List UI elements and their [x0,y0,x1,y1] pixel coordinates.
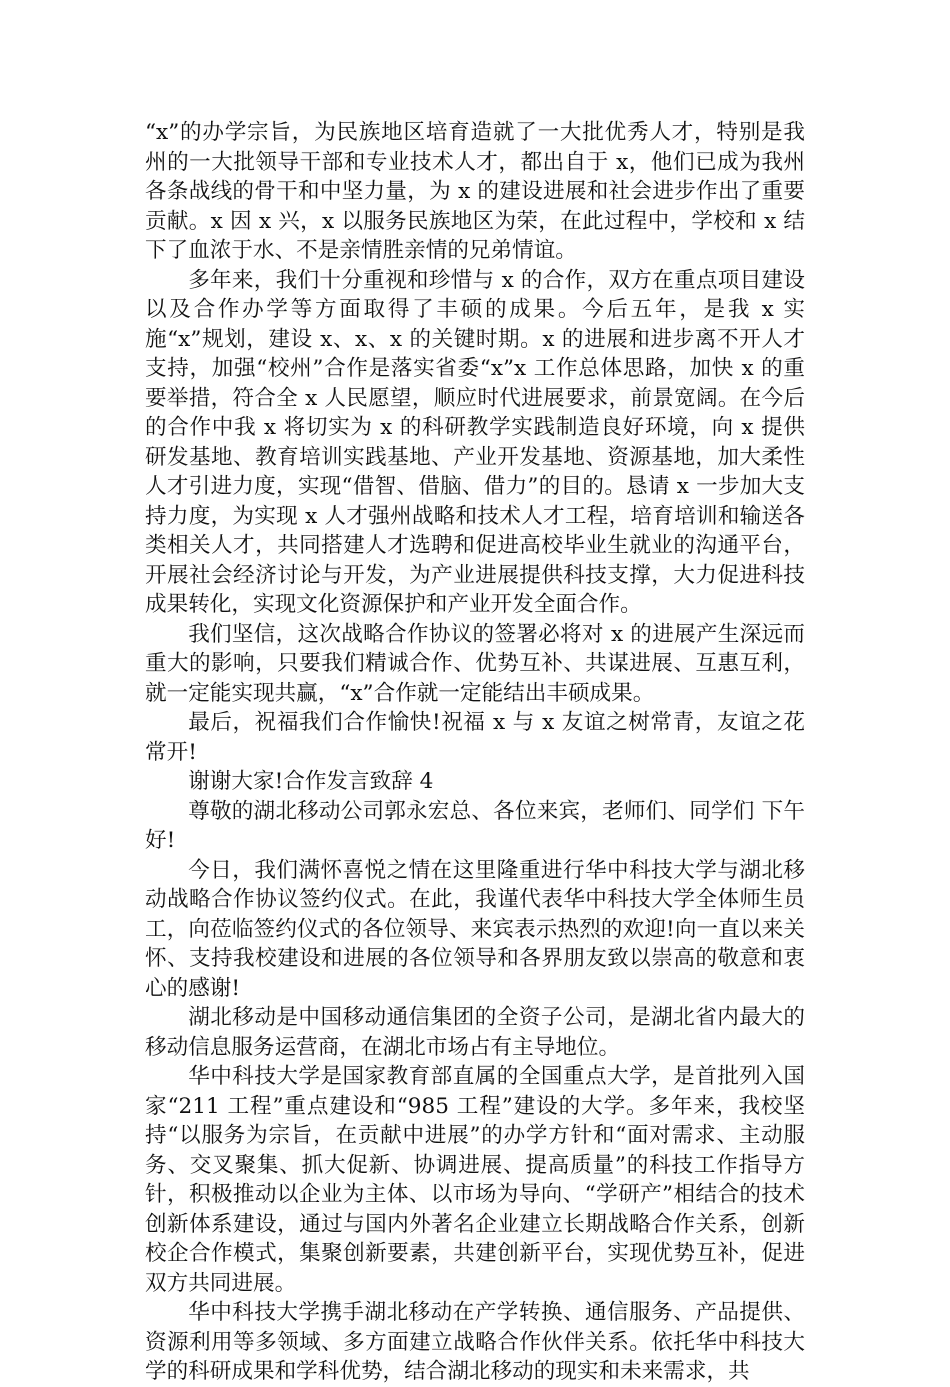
paragraph-9: 华中科技大学是国家教育部直属的全国重点大学，是首批列入国家“211 工程”重点建设和“985 工程”建设的大学。多年来，我校坚持“以服务为宗旨，在贡献中进展”的办学方针和“面对需求、主动服务、交叉聚集、抓大促新、协调进展、提高质量”的科技工作指导方针，积极推动以企业为主体、以市场为导向、“学研产”相结合的技术创新体系建设，通过与国内外著名企业建立长期战略合作关系，创新校企合作模式，集聚创新要素，共建创新平台，实现优势互补，促进双方共同进展。 [145,1064,805,1296]
document-page [145,118,805,1387]
paragraph-4: 最后，祝福我们合作愉快!祝福 x 与 x 友谊之树常青，友谊之花常开! [145,710,805,765]
paragraph-3: 我们坚信，这次战略合作协议的签署必将对 x 的进展产生深远而重大的影响，只要我们精诚合作、优势互补、共谋进展、互惠互利，就一定能实现共赢，“x”合作就一定能结出丰硕成果。 [145,621,805,706]
paragraph-10: 华中科技大学携手湖北移动在产学转换、通信服务、产品提供、资源利用等多领域、多方面建立战略合作伙伴关系。依托华中科技大学的科研成果和学科优势，结合湖北移动的现实和未来需求，共 [145,1300,805,1384]
paragraph-2: 多年来，我们十分重视和珍惜与 x 的合作，双方在重点项目建设以及合作办学等方面取得了丰硕的成果。今后五年，是我 x 实施“x”规划，建设 x、x、x 的关键时期。x 的进展和进步离不开人才支持，加强“校州”合作是落实省委“x”x 工作总体思路，加快 x 的重要举措，符合全 x 人民愿望，顺应时代进展要求，前景宽阔。在今后的合作中我 x 将切实为 x 的科研教学实践制造良好环境，向 x 提供研发基地、教育培训实践基地、产业开发基地、资源基地，加大柔性人才引进力度，实现“借智、借脑、借力”的目的。恳请 x 一步加大支持力度，为实现 x 人才强州战略和技术人才工程，培育培训和输送各类相关人才，共同搭建人才选聘和促进高校毕业生就业的沟通平台，开展社会经济讨论与开发，为产业进展提供科技支撑，大力促进科技成果转化，实现文化资源保护和产业开发全面合作。 [145,267,805,617]
salutation: 尊敬的湖北移动公司郭永宏总、各位来宾，老师们、同学们 下午好! [145,798,805,853]
section-heading: 谢谢大家!合作发言致辞 4 [188,769,434,794]
paragraph-7: 今日，我们满怀喜悦之情在这里隆重进行华中科技大学与湖北移动战略合作协议签约仪式。在此，我谨代表华中科技大学全体师生员工，向莅临签约仪式的各位领导、来宾表示热烈的欢迎!向一直以来关怀、支持我校建设和进展的各位领导和各界朋友致以崇高的敬意和衷心的感谢! [145,857,805,1001]
paragraph-8: 湖北移动是中国移动通信集团的全资子公司，是湖北省内最大的移动信息服务运营商，在湖北市场占有主导地位。 [145,1005,805,1060]
paragraph-1: “x”的办学宗旨，为民族地区培育造就了一大批优秀人才，特别是我州的一大批领导干部和专业技术人才，都出自于 x，他们已成为我州各条战线的骨干和中坚力量，为 x 的建设进展和社会进步作出了重要贡献。x 因 x 兴，x 以服务民族地区为荣，在此过程中，学校和 x 结下了血浓于水、不是亲情胜亲情的兄弟情谊。 [145,120,805,263]
